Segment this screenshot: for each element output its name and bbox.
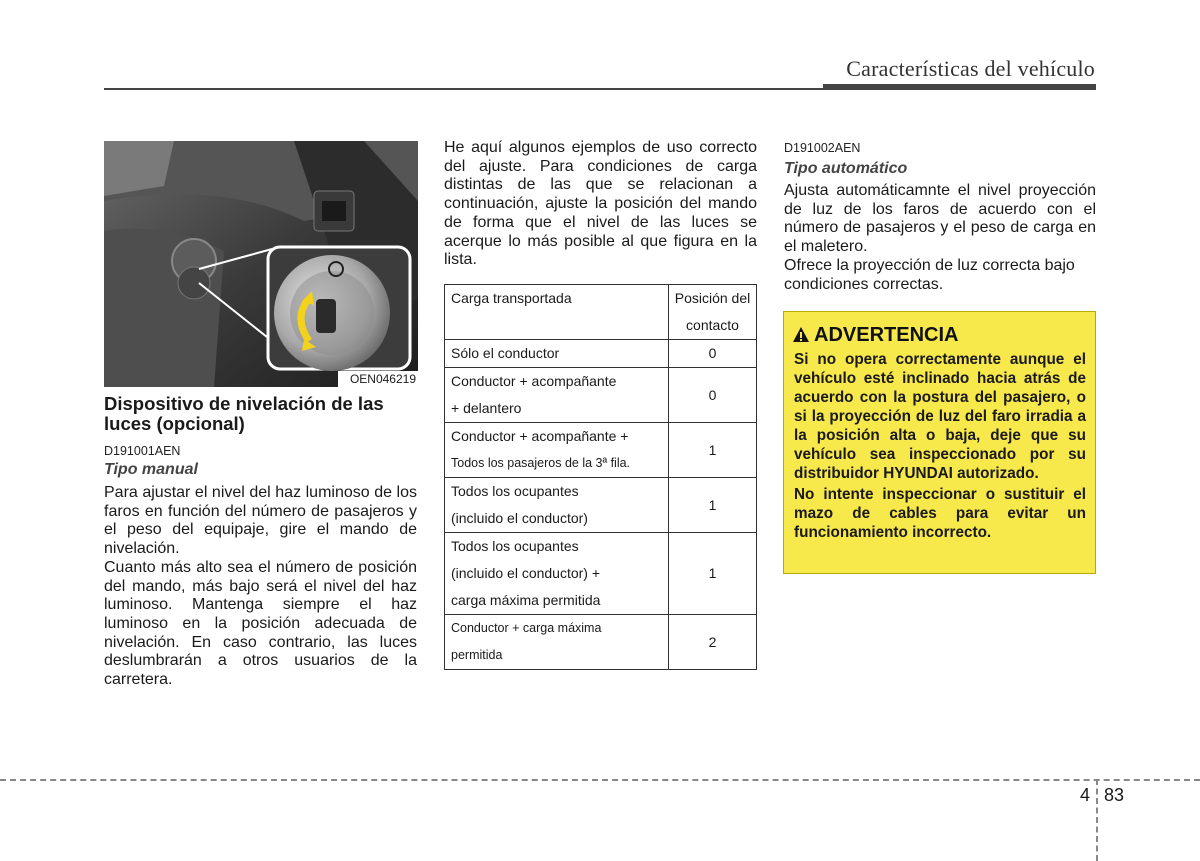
table-row [445, 533, 757, 615]
dashboard-photo-illustration [104, 141, 418, 387]
subheading-manual: Tipo manual [104, 461, 198, 478]
load-line: Sólo el conductor [451, 345, 560, 361]
header-position: Posición del contacto [669, 285, 757, 340]
section-code-auto: D191002AEN [784, 141, 861, 155]
headlight-leveling-photo [104, 141, 418, 387]
warning-paragraph-2: No intente inspeccionar o sustituir el mazo de cables para evitar un funcionamiento incorrecto. [794, 486, 1086, 541]
auto-text [784, 182, 1096, 294]
load-line: permitida [451, 648, 503, 662]
section-code-manual: D191001AEN [104, 444, 181, 458]
auto-paragraph-1: Ajusta automáticamnte el nivel proyección de luz de los faros de acuerdo con el número de pasajeros y el peso de carga en el maletero. [784, 182, 1096, 256]
table-cell-load [445, 340, 669, 368]
table-row [445, 423, 757, 478]
table-cell-position: 0 [669, 340, 757, 368]
table-cell-load [445, 478, 669, 533]
table-cell-position: 2 [669, 615, 757, 670]
table-header-row [445, 285, 757, 340]
table-cell-position: 1 [669, 478, 757, 533]
chapter-number: 4 [1080, 785, 1091, 805]
warning-title: ADVERTENCIA [814, 324, 959, 346]
warning-text [794, 350, 1086, 544]
manual-text [104, 484, 417, 690]
header-rule-accent [823, 84, 1096, 90]
load-position-table [444, 284, 757, 670]
warning-paragraph-1: Si no opera correctamente aunque el vehículo esté inclinado hacia atrás de acuerdo con la postura del pasajero, o si la proyección de luz del faro irradia a la posición alta o baja, deje que su vehículo sea inspeccionado por su distribuidor HYUNDAI autorizado. [794, 351, 1086, 482]
figure-code: OEN046219 [338, 371, 418, 387]
warning-triangle-icon [792, 326, 810, 344]
table-row [445, 368, 757, 423]
footer-rule [0, 779, 1200, 781]
table-cell-position: 1 [669, 533, 757, 615]
table-cell-load [445, 423, 669, 478]
load-line: + delantero [451, 400, 522, 416]
examples-intro: He aquí algunos ejemplos de uso correcto del ajuste. Para condiciones de carga distintas de las que se relacionan a continuación, ajuste la posición del mando de forma que el nivel de las luces se acerque lo más posible al que figura en la lista. [444, 139, 757, 269]
load-line: (incluido el conductor) [451, 510, 588, 526]
load-line: Conductor + acompañante + [451, 428, 629, 444]
load-line: Conductor + acompañante [451, 373, 617, 389]
auto-paragraph-2: Ofrece la proyección de luz correcta bajo condiciones correctas. [784, 256, 1075, 293]
warning-box [783, 311, 1096, 574]
table-row [445, 615, 757, 670]
header-load: Carga transportada [445, 285, 669, 340]
page-header-title: Características del vehículo [846, 56, 1095, 81]
table-cell-position: 0 [669, 368, 757, 423]
load-line: Todos los pasajeros de la 3ª fila. [451, 456, 631, 470]
manual-paragraph-2: Cuanto más alto sea el número de posición del mando, más bajo será el nivel del haz luminoso. Mantenga siempre el haz luminoso en la posición adecuada de nivelación. En caso contrario, las luces deslumbrarán a otros usuarios de la carretera. [104, 558, 417, 689]
table-row [445, 478, 757, 533]
load-line: carga máxima permitida [451, 592, 601, 608]
table-row [445, 340, 757, 368]
load-line: Conductor + carga máxima [451, 621, 602, 635]
table-cell-position: 1 [669, 423, 757, 478]
load-line: (incluido el conductor) + [451, 565, 601, 581]
subheading-auto: Tipo automático [784, 160, 908, 177]
page-number: 83 [1104, 785, 1125, 805]
table-cell-load [445, 615, 669, 670]
footer-divider [1096, 779, 1098, 861]
table-cell-load [445, 533, 669, 615]
load-line: Todos los ocupantes [451, 483, 579, 499]
section-heading-leveling: Dispositivo de nivelación de las luces (opcional) [104, 393, 384, 434]
load-line: Todos los ocupantes [451, 538, 579, 554]
manual-paragraph-1: Para ajustar el nivel del haz luminoso de los faros en función del número de pasajeros y el peso del equipaje, gire el mando de nivelación. [104, 484, 417, 558]
table-cell-load [445, 368, 669, 423]
